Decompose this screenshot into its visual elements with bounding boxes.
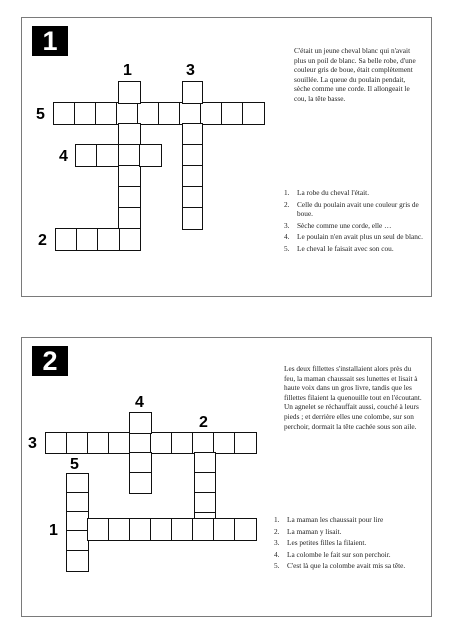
grid-cell[interactable] (194, 472, 216, 494)
clue-item-number: 3. (284, 220, 290, 230)
clue-list (274, 515, 426, 573)
grid-cell[interactable] (192, 432, 215, 454)
clue-item (284, 188, 424, 198)
grid-cell[interactable] (97, 228, 120, 251)
clue-item (274, 538, 426, 548)
grid-cell[interactable] (129, 412, 152, 434)
clue-item (274, 515, 426, 525)
clue-item-number: 4. (284, 232, 290, 242)
grid-cell[interactable] (158, 102, 181, 125)
clue-item-text: Celle du poulain avait une couleur gris de boue. (297, 199, 419, 219)
clue-item-number: 2. (284, 199, 290, 209)
grid-cell[interactable] (221, 102, 244, 125)
clue-item-text: Sèche comme une corde, elle … (297, 220, 392, 230)
grid-cell[interactable] (129, 432, 152, 454)
grid-cell[interactable] (200, 102, 223, 125)
clue-item-text: La maman les chaussait pour lire (287, 515, 384, 524)
grid-cell[interactable] (182, 165, 203, 188)
clue-item-text: Les petites filles la filaient. (287, 538, 367, 548)
grid-cell[interactable] (182, 81, 203, 104)
grid-cell[interactable] (118, 186, 141, 209)
clue-number-label: 3 (28, 435, 37, 452)
puzzle-number-badge: 1 (32, 26, 68, 56)
grid-cell[interactable] (182, 207, 203, 230)
clue-number-label: 2 (199, 414, 208, 431)
clue-item-text: Le cheval le faisait avec son cou. (297, 243, 394, 253)
clue-item (284, 244, 424, 254)
clue-item-number: 4. (274, 549, 280, 559)
grid-cell[interactable] (66, 492, 89, 513)
grid-cell[interactable] (76, 228, 99, 251)
clue-number-label: 5 (36, 106, 45, 123)
puzzle-number-badge: 2 (32, 346, 68, 376)
clue-item-text: La maman y lisait. (287, 526, 342, 536)
clue-number-label: 1 (49, 522, 58, 539)
grid-cell[interactable] (118, 123, 141, 146)
grid-cell[interactable] (66, 511, 89, 532)
clue-list (284, 188, 424, 256)
grid-cell[interactable] (66, 530, 89, 552)
clue-number-label: 1 (123, 62, 132, 79)
story-text: Les deux fillettes s'installaient alors près du feu, la maman chaussait ses lunettes et lisait à haute voix dans un gros livre, tandis que les fillettes filaient la quenouille tout en l'écoutant. Un agnelet se réchauffait aussi, couché à leurs pieds ; et derrière elles une colombe, sur son perchoir, dormait la tête cachée sous son aile. (284, 364, 422, 431)
grid-cell[interactable] (234, 518, 257, 541)
grid-cell[interactable] (116, 102, 139, 125)
grid-cell[interactable] (194, 452, 216, 474)
grid-cell[interactable] (182, 186, 203, 209)
grid-cell[interactable] (137, 102, 160, 125)
grid-cell[interactable] (118, 228, 141, 251)
grid-cell[interactable] (87, 432, 110, 454)
grid-cell[interactable] (66, 473, 89, 494)
clue-item (274, 527, 426, 537)
clue-item-text: C'est là que la colombe avait mis sa tête. (287, 561, 406, 571)
story-text: C'était un jeune cheval blanc qui n'avait plus un poil de blanc. Sa belle robe, d'une couleur gris de boue, était complètement souillée. La queue du poulain pendait, sèche comme une corde. Il allongeait le cou, la tête basse. (294, 46, 416, 103)
grid-cell[interactable] (129, 472, 152, 494)
grid-cell[interactable] (87, 518, 110, 541)
grid-cell[interactable] (118, 165, 141, 188)
grid-cell[interactable] (75, 144, 98, 167)
grid-cell[interactable] (194, 492, 216, 514)
crossword-card-1 (21, 17, 432, 297)
crossword-card-2 (21, 337, 432, 617)
clue-item-number: 1. (274, 515, 280, 524)
grid-cell[interactable] (213, 518, 236, 541)
clue-item-text: La robe du cheval l'était. (297, 188, 370, 197)
clue-item-number: 2. (274, 526, 280, 536)
clue-number-label: 4 (135, 394, 144, 411)
grid-cell[interactable] (234, 432, 257, 454)
grid-cell[interactable] (66, 550, 89, 572)
clue-number-label: 3 (186, 62, 195, 79)
grid-cell[interactable] (129, 452, 152, 474)
grid-cell[interactable] (53, 102, 76, 125)
grid-cell[interactable] (45, 432, 68, 454)
clue-number-label: 2 (38, 232, 47, 249)
grid-cell[interactable] (108, 518, 131, 541)
grid-cell[interactable] (182, 123, 203, 146)
grid-cell[interactable] (66, 432, 89, 454)
grid-cell[interactable] (150, 432, 173, 454)
grid-cell[interactable] (171, 518, 194, 541)
clue-item (274, 561, 426, 571)
clue-item-text: Le poulain n'en avait plus un seul de blanc. (297, 232, 423, 242)
grid-cell[interactable] (171, 432, 194, 454)
grid-cell[interactable] (192, 518, 215, 541)
clue-item (284, 200, 424, 219)
grid-cell[interactable] (95, 102, 118, 125)
grid-cell[interactable] (150, 518, 173, 541)
clue-item (284, 232, 424, 242)
grid-cell[interactable] (96, 144, 119, 167)
clue-item-text: La colombe le fait sur son perchoir. (287, 549, 391, 559)
clue-number-label: 4 (59, 148, 68, 165)
grid-cell[interactable] (129, 518, 152, 541)
grid-cell[interactable] (118, 207, 141, 230)
grid-cell[interactable] (179, 102, 202, 125)
grid-cell[interactable] (213, 432, 236, 454)
grid-cell[interactable] (108, 432, 131, 454)
clue-item-number: 5. (274, 561, 280, 571)
clue-item-number: 1. (284, 188, 290, 197)
grid-cell[interactable] (139, 144, 162, 167)
grid-cell[interactable] (118, 144, 141, 167)
grid-cell[interactable] (242, 102, 265, 125)
grid-cell[interactable] (74, 102, 97, 125)
clue-item-number: 3. (274, 538, 280, 548)
clue-item (274, 550, 426, 560)
clue-item-number: 5. (284, 243, 290, 253)
grid-cell[interactable] (182, 144, 203, 167)
clue-item (284, 221, 424, 231)
grid-cell[interactable] (55, 228, 78, 251)
clue-number-label: 5 (70, 456, 79, 473)
grid-cell[interactable] (118, 81, 141, 104)
